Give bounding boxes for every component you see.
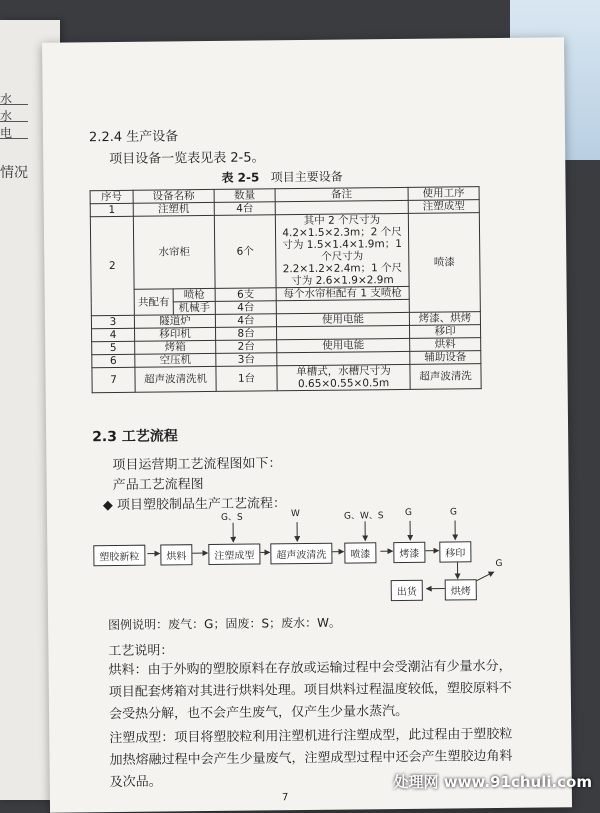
equipment-table [90, 186, 482, 393]
table-cell: 3 [91, 315, 134, 328]
table-cell: 辅助设备 [410, 351, 481, 365]
watermark: 处理网 www.91chuli.com [394, 771, 592, 792]
table-cell: 烤箱 [135, 340, 216, 354]
table-cell: 3台 [216, 353, 277, 367]
table-cell: 1台 [216, 366, 277, 392]
background-text: 水 [0, 107, 12, 124]
paragraph-injection: 注塑成型：项目将塑胶粒利用注塑机进行注塑成型，此过程由于塑胶粒加热熔融过程中会产生少量废气，注塑成型过程中还会产生塑胶边角料及次品。 [109, 724, 520, 794]
divider [0, 104, 28, 105]
table-cell: 6 [92, 354, 135, 367]
table-cell: 单槽式，水槽尺寸为 0.65×0.55×0.5m [277, 364, 410, 390]
table-caption-number: 表 2-5 [221, 170, 259, 184]
table-cell: 注塑机 [133, 202, 214, 216]
flow-emission-label: G [450, 507, 457, 517]
table-cell: 移印 [409, 325, 480, 339]
table-cell: 注塑成型 [408, 200, 479, 214]
flow-subtitle: 产品工艺流程图 [113, 473, 204, 493]
table-cell: 共配有 [134, 289, 173, 315]
table-cell: 4台 [215, 301, 276, 315]
table-cell: 4 [92, 328, 135, 341]
table-caption [221, 168, 342, 186]
table-cell: 超声波清洗 [410, 364, 481, 390]
table-cell: 隧道炉 [134, 314, 215, 328]
explain-title: 工艺说明： [108, 639, 173, 659]
table-cell: 7 [92, 367, 135, 392]
table-cell: 水帘柜 [133, 215, 215, 289]
table-cell: 烤漆、烘烤 [409, 312, 480, 326]
document-page [42, 37, 572, 812]
table-row [90, 213, 480, 290]
flow-emission-label: G、W、S [344, 508, 384, 521]
table-row [92, 364, 481, 393]
flow-step-baking-paint: 烤漆 [393, 542, 425, 563]
table-cell: 空压机 [135, 353, 216, 367]
background-text: 电 [0, 124, 12, 141]
table-header: 序号 [90, 190, 133, 203]
table-cell: 机械手 [173, 301, 215, 314]
table-cell: 烘料 [410, 338, 481, 352]
table-cell: 2台 [216, 340, 277, 354]
table-cell: 喷漆 [408, 213, 480, 313]
flow-emission-label: G [405, 508, 412, 518]
table-cell: 6支 [215, 288, 276, 302]
flow-bullet: ◆ 项目塑胶制品生产工艺流程： [103, 492, 286, 513]
table-cell: 使用电能 [276, 312, 409, 326]
table-cell: 4台 [214, 202, 275, 216]
table-header: 数量 [214, 189, 275, 203]
table-header: 使用工序 [408, 187, 479, 201]
table-cell: 5 [92, 341, 135, 354]
flow-emission-label: W [291, 509, 300, 519]
paragraph-drying: 烘料：由于外购的塑胶原料在存放或运输过程中会受潮沾有少量水分，项目配套烤箱对其进行烘料处理。项目烘料过程温度较低，塑胶原料不会受热分解，也不会产生废气，仅产生少量水蒸汽。 [108, 656, 519, 726]
table-cell: 超声波清洗机 [135, 366, 216, 392]
flow-step-pellets: 塑胶新粒 [93, 545, 145, 567]
table-cell: 其中 2 个尺寸为 4.2×1.5×2.3m；2 个尺寸为 1.5×1.4×1.9m；1 个尺寸为 2.2×1.2×2.4m；1 个尺寸为 2.6×1.9×2.9m [275, 213, 409, 287]
flow-intro: 项目运营期工艺流程图如下： [112, 452, 281, 473]
table-cell: 每个水帘柜配有 1 支喷枪 [276, 286, 409, 300]
table-cell: 4台 [215, 314, 276, 328]
table-cell: 移印机 [135, 327, 216, 341]
divider [0, 121, 28, 122]
table-cell: 6个 [214, 215, 276, 289]
flow-emission-label: G、S [221, 510, 243, 523]
legend-text: 图例说明：废气：G；固废：S；废水：W。 [108, 614, 341, 633]
flow-step-shipping: 出货 [391, 580, 423, 601]
table-cell: 喷枪 [173, 288, 215, 301]
page-number: 7 [282, 792, 288, 803]
table-header: 设备名称 [133, 189, 214, 203]
background-text: 情况 [0, 162, 28, 182]
table-cell: 2 [90, 216, 134, 315]
flow-step-drying: 烘料 [160, 544, 192, 565]
table-cell: 8台 [216, 327, 277, 341]
flow-step-injection: 注塑成型 [208, 543, 260, 565]
flow-emission-label: G [495, 559, 502, 569]
table-cell: 1 [90, 203, 133, 216]
background-text: 水 [0, 90, 12, 107]
flow-step-spraying: 喷漆 [344, 542, 376, 563]
flow-step-ultrasonic: 超声波清洗 [270, 543, 332, 565]
table-header: 备注 [275, 187, 408, 201]
section-heading-23: 2.3 工艺流程 [92, 425, 178, 446]
section-heading-224: 2.2.4 生产设备 [89, 125, 178, 145]
flow-step-baking: 烘烤 [445, 579, 477, 600]
divider [0, 138, 28, 139]
section-intro: 项目设备一览表见表 2-5。 [109, 146, 265, 167]
flow-step-printing: 移印 [439, 541, 471, 562]
table-cell: 使用电能 [277, 338, 410, 352]
table-caption-title: 项目主要设备 [271, 170, 343, 185]
